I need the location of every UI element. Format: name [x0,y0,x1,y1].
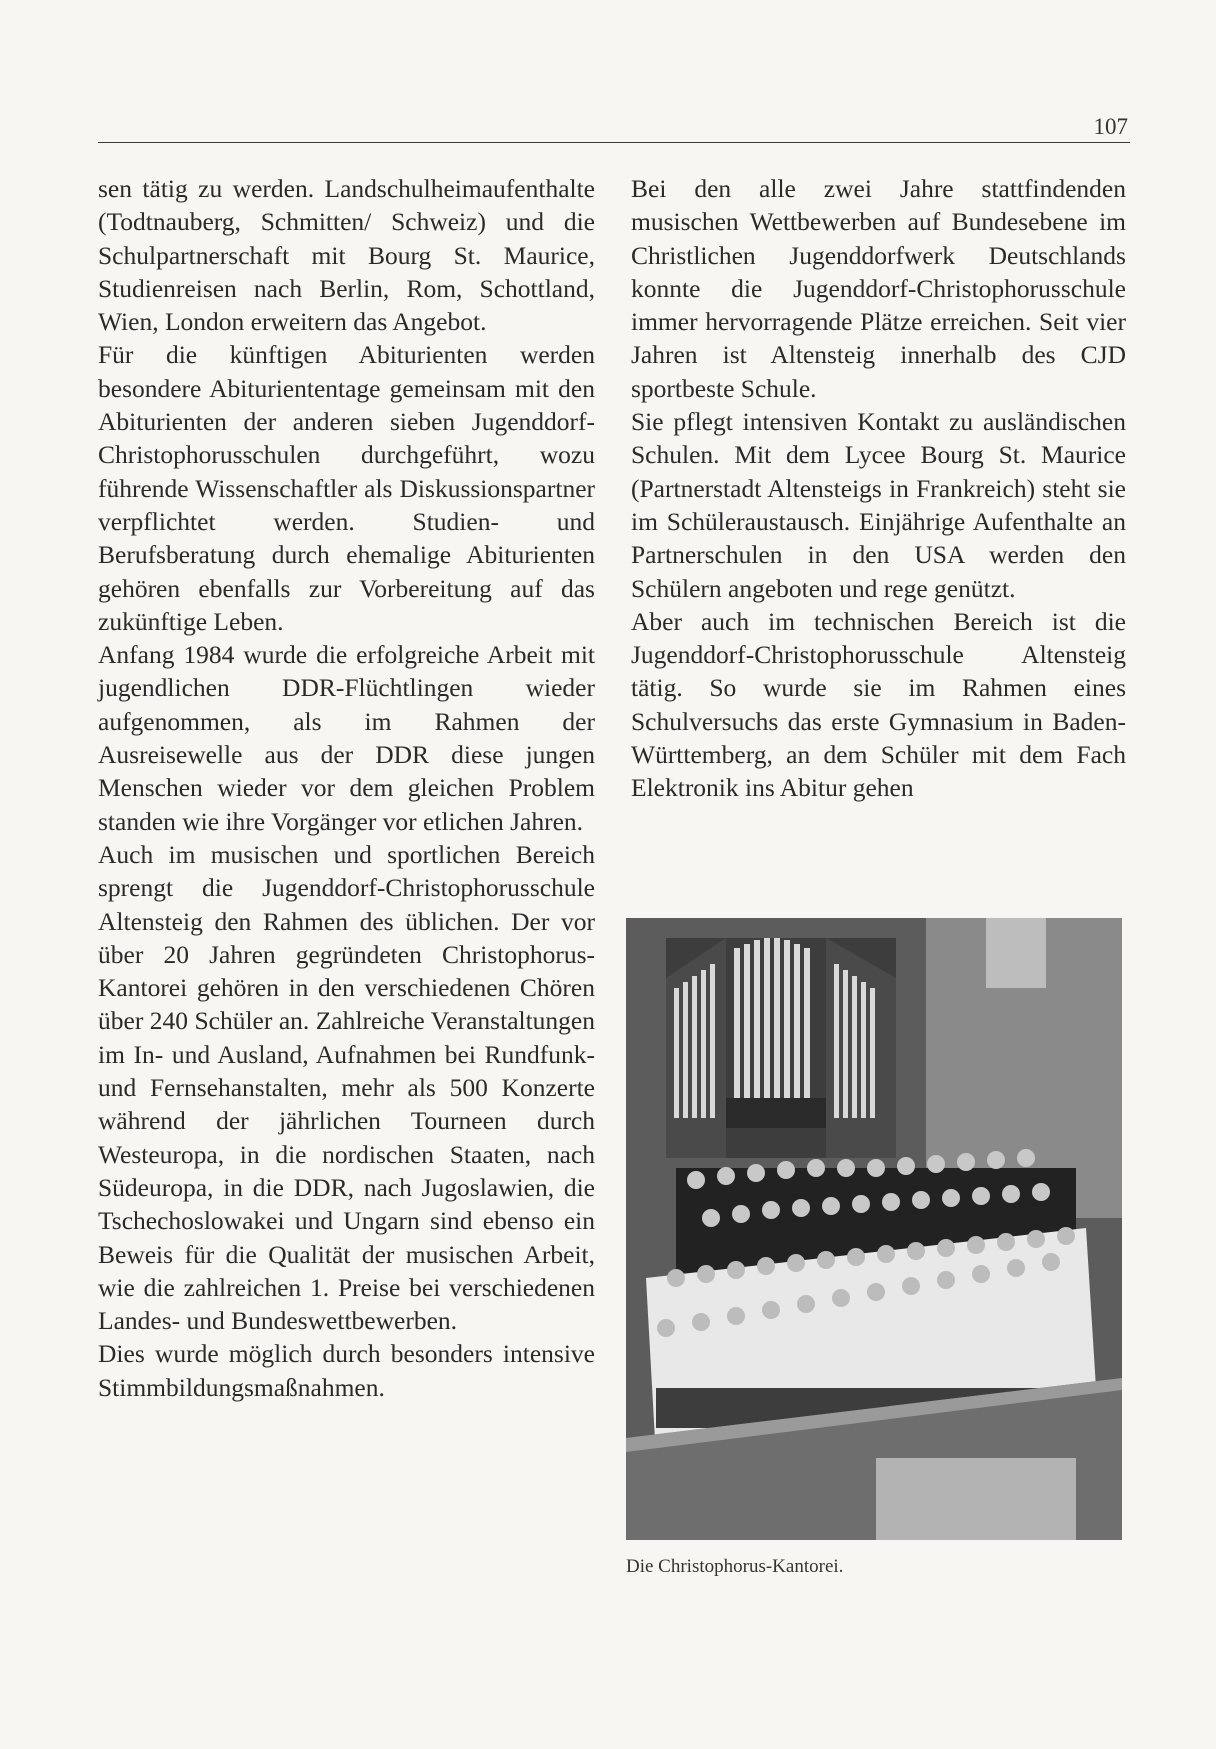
paragraph: Sie pflegt intensiven Kontakt zu ausländischen Schulen. Mit dem Lycee Bourg St. Maurice (Partnerstadt Altensteigs in Frankreich) steht sie im Schüleraustausch. Einjährige Aufenthalte an Partnerschulen in den USA werden den Schülern angeboten und rege genützt. [631,407,1126,603]
right-column [631,172,1126,805]
page-number: 107 [1093,114,1128,139]
paragraph: Bei den alle zwei Jahre stattfindenden musischen Wettbewerben auf Bundesebene im Christlichen Jugenddorfwerk Deutschlands konnte die Jugenddorf-Christophorusschule immer hervorragende Plätze erreichen. Seit vier Jahren ist Altensteig innerhalb des CJD sportbeste Schule. [631,174,1126,403]
paragraph: Dies wurde möglich durch besonders intensive Stimmbildungsmaßnahmen. [98,1339,595,1402]
paragraph: Aber auch im technischen Bereich ist die Jugenddorf-Christophorusschule Altensteig tätig. So wurde sie im Rahmen eines Schulversuchs das erste Gymnasium in Baden-Württemberg, an dem Schüler mit dem Fach Elektronik ins Abitur gehen [631,606,1126,803]
paragraph: Auch im musischen und sportlichen Bereich sprengt die Jugenddorf-Christophorusschule Altensteig den Rahmen des üblichen. Der vor über 20 Jahren gegründeten Christophorus-Kantorei gehören in den verschiedenen Chören über 240 Schüler an. Zahlreiche Veranstaltungen im In- und Ausland, Aufnahmen bei Rundfunk- und Fernsehanstalten, mehr als 500 Konzerte während der jährlichen Tourneen durch Westeuropa, in die nordischen Staaten, nach Südeuropa, in die DDR, nach Jugoslawien, die Tschechoslowakei und Ungarn sind ebenso ein Beweis für die Qualität der musischen Arbeit, wie die zahlreichen 1. Preise bei verschiedenen Landes- und Bundeswettbewerben. [98,839,595,1336]
header-rule [98,142,1130,143]
left-column [98,172,595,1404]
choir-photo-illustration [626,918,1122,1540]
paragraph: sen tätig zu werden. Landschulheimaufenthalte (Todtnauberg, Schmitten/ Schweiz) und die Schulpartnerschaft mit Bourg St. Maurice, Studienreisen nach Berlin, Rom, Schottland, Wien, London erweitern das Angebot. [98,174,595,337]
paragraph: Anfang 1984 wurde die erfolgreiche Arbeit mit jugendlichen DDR-Flüchtlingen wieder aufgenommen, als im Rahmen der Ausreisewelle aus der DDR diese jungen Menschen wieder vor dem gleichen Problem standen wie ihre Vorgänger vor etlichen Jahren. [98,640,595,836]
figure-caption: Die Christophorus-Kantorei. [626,1556,844,1577]
choir-photo [626,918,1122,1540]
paragraph: Für die künftigen Abiturienten werden besondere Abituriententage gemeinsam mit den Abiturienten der anderen sieben Jugenddorf-Christophorusschulen durchgeführt, wozu führende Wissenschaftler als Diskussionspartner verpflichtet werden. Studien- und Berufsberatung durch ehemalige Abiturienten gehören ebenfalls zur Vorbereitung auf das zukünftige Leben. [98,340,595,636]
organ [666,938,896,1158]
